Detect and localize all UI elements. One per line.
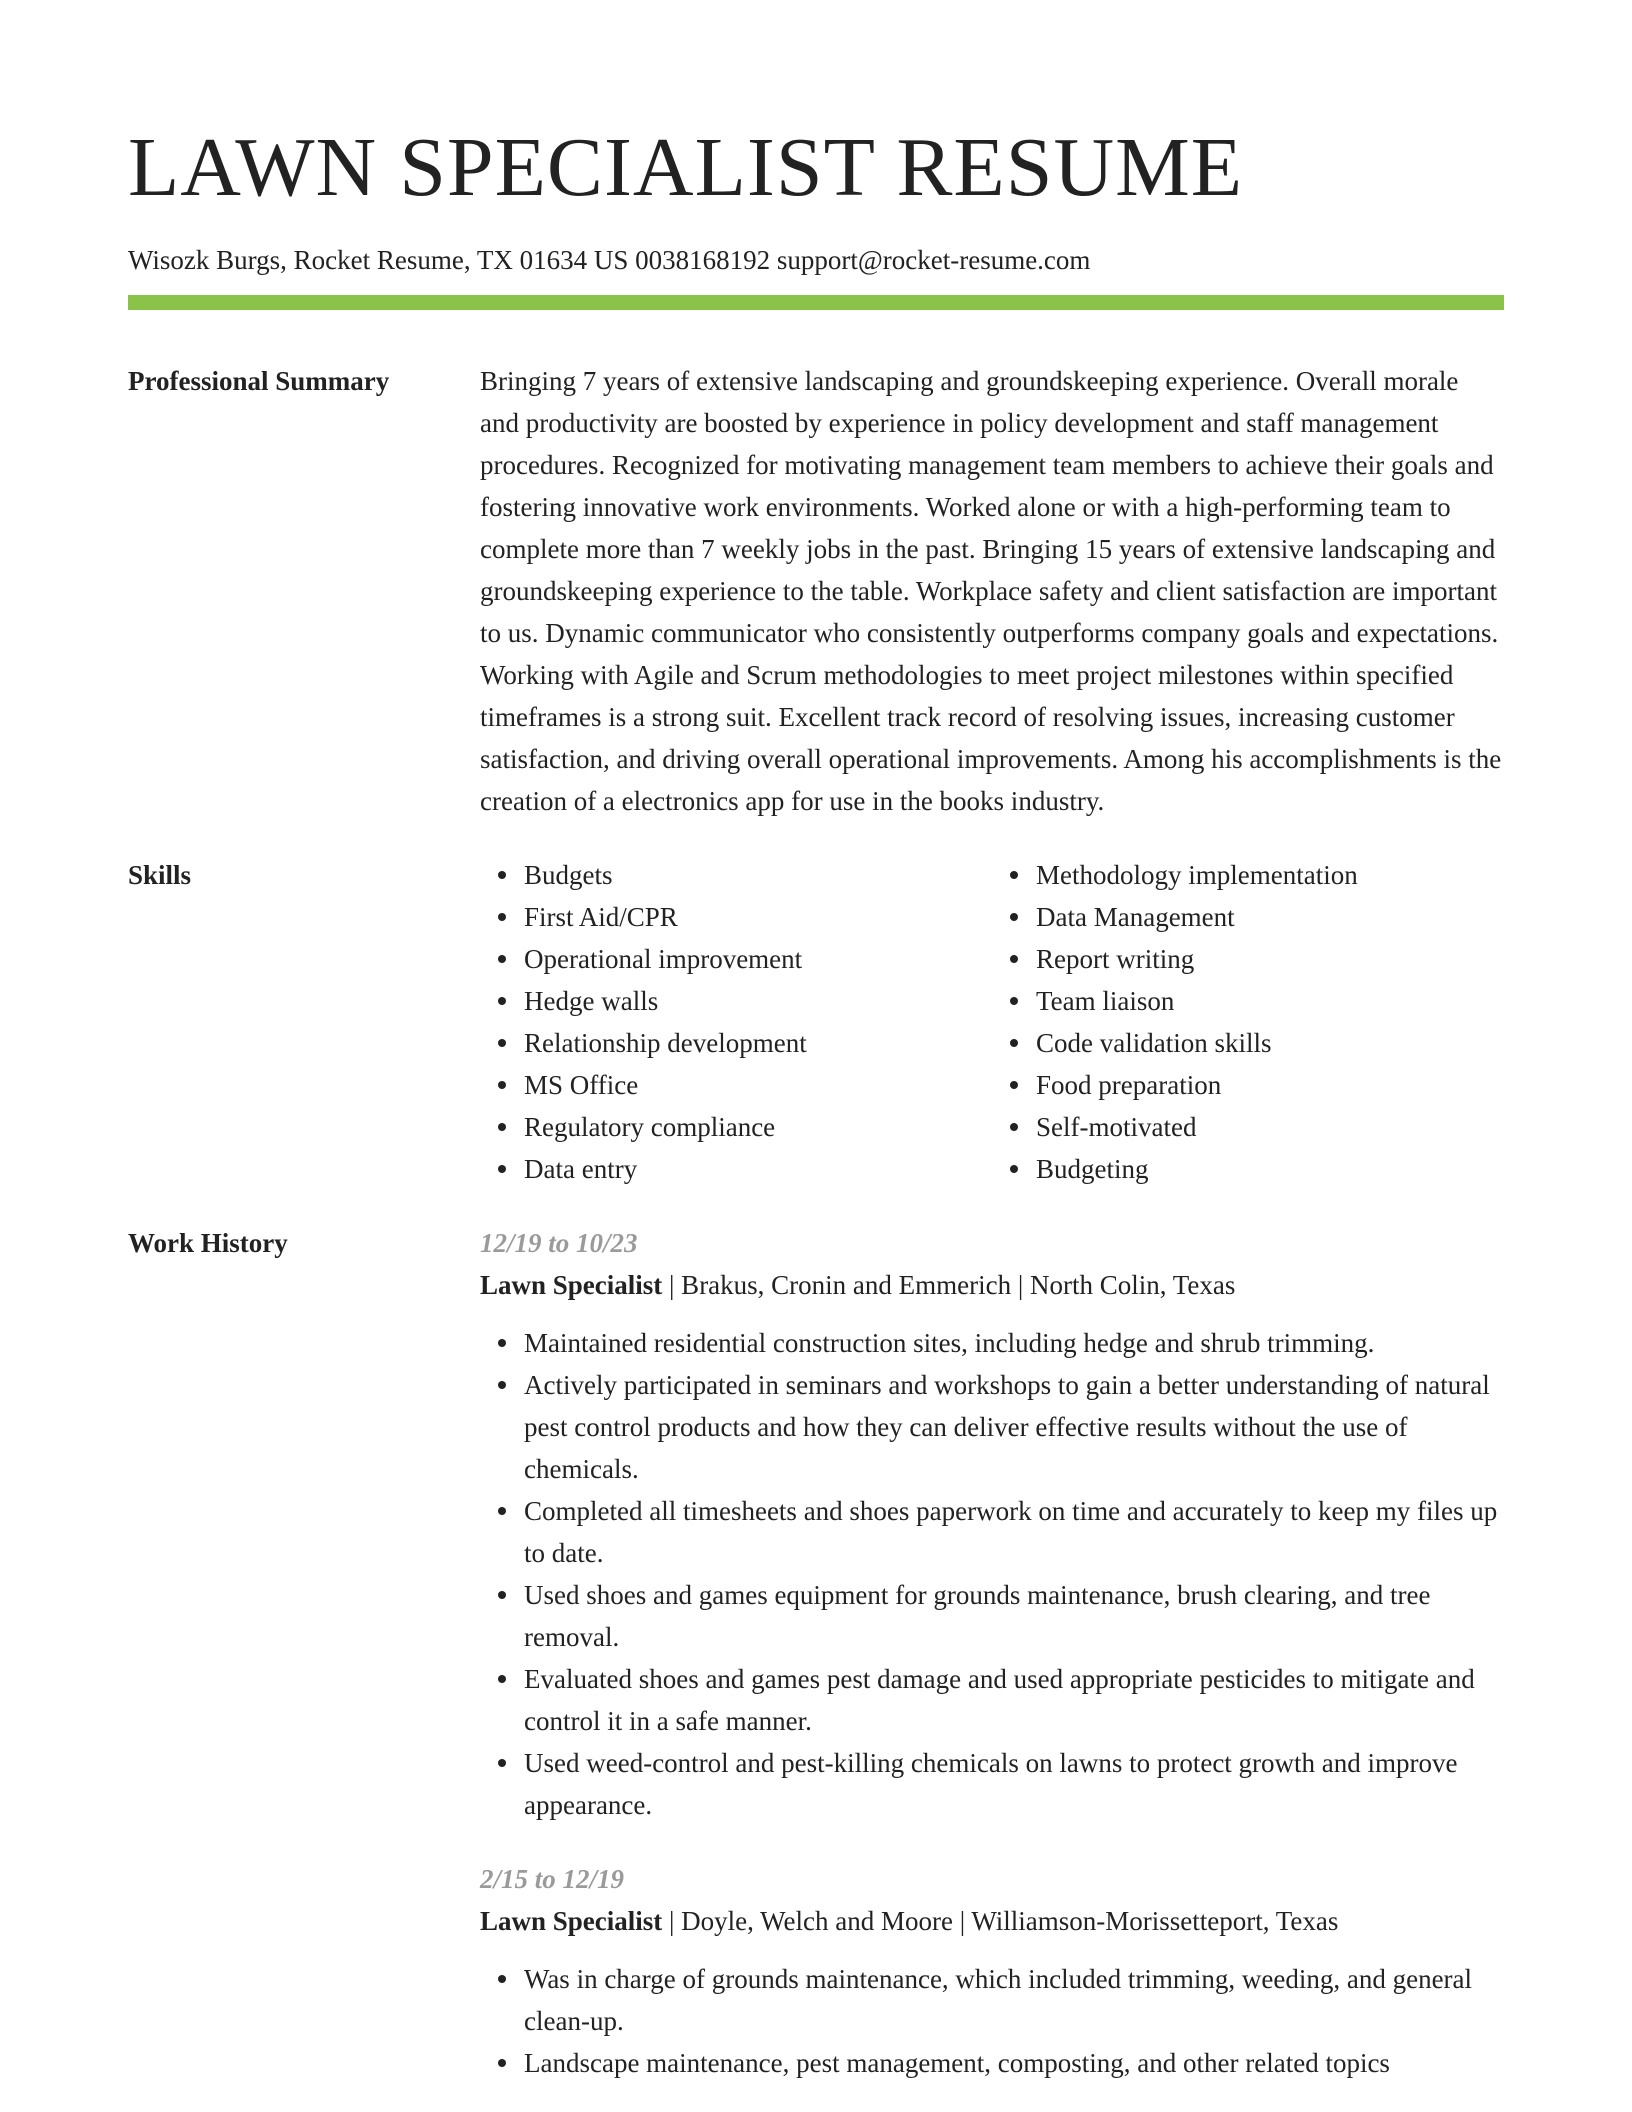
skill-item: Operational improvement	[524, 938, 992, 980]
summary-text: Bringing 7 years of extensive landscaping and groundskeeping experience. Overall morale and productivity are boosted by experience in policy development and staff management procedures. Recognized for motivating management team members to achieve their goals and fostering innovative work environments. Worked alone or with a high-performing team to complete more than 7 weekly jobs in the past. Bringing 15 years of extensive landscaping and groundskeeping experience to the table. Workplace safety and client satisfaction are important to us. Dynamic communicator who consistently outperforms company goals and expectations. Working with Agile and Scrum methodologies to meet project milestones within specified timeframes is a strong suit. Excellent track record of resolving issues, increasing customer satisfaction, and driving overall operational improvements. Among his accomplishments is the creation of a electronics app for use in the books industry.	[480, 366, 1502, 816]
job-bullet: Used shoes and games equipment for grounds maintenance, brush clearing, and tree removal.	[524, 1574, 1504, 1658]
job-bullet: Landscape maintenance, pest management, composting, and other related topics	[524, 2042, 1504, 2084]
skill-item: Self-motivated	[1036, 1106, 1504, 1148]
job-entry	[480, 1858, 1504, 2084]
skill-item: Regulatory compliance	[524, 1106, 992, 1148]
skill-item: Data entry	[524, 1148, 992, 1190]
skills-section	[128, 854, 1504, 1190]
skill-item: Hedge walls	[524, 980, 992, 1022]
skill-item: Data Management	[1036, 896, 1504, 938]
job-bullets	[480, 1958, 1504, 2084]
accent-divider	[128, 295, 1504, 310]
skill-item: Team liaison	[1036, 980, 1504, 1022]
job-heading	[480, 1264, 1504, 1306]
contact-info: Wisozk Burgs, Rocket Resume, TX 01634 US 0038168192 support@rocket-resume.com	[128, 245, 1091, 275]
resume-page	[128, 0, 1504, 2084]
job-bullet: Maintained residential construction sites, including hedge and shrub trimming.	[524, 1322, 1504, 1364]
work-history-body	[480, 1222, 1504, 2084]
job-bullet: Used weed-control and pest-killing chemicals on lawns to protect growth and improve appearance.	[524, 1742, 1504, 1826]
section-label-summary: Professional Summary	[128, 366, 390, 396]
skills-columns	[480, 854, 1504, 1190]
job-entry	[480, 1222, 1504, 1826]
skill-item: First Aid/CPR	[524, 896, 992, 938]
resume-title: LAWN SPECIALIST RESUME	[128, 121, 1244, 214]
skill-item: Report writing	[1036, 938, 1504, 980]
skill-item: Relationship development	[524, 1022, 992, 1064]
job-dates: 2/15 to 12/19	[480, 1864, 625, 1894]
job-heading	[480, 1900, 1504, 1942]
skill-item: Code validation skills	[1036, 1022, 1504, 1064]
section-label-skills: Skills	[128, 860, 192, 890]
skills-column-left	[480, 854, 992, 1190]
work-history-section	[128, 1222, 1504, 2084]
job-bullet: Completed all timesheets and shoes paperwork on time and accurately to keep my files up to date.	[524, 1490, 1504, 1574]
job-company-location: | Doyle, Welch and Moore | Williamson-Morissetteport, Texas	[662, 1906, 1339, 1936]
job-title: Lawn Specialist	[480, 1270, 663, 1300]
skill-item: Methodology implementation	[1036, 854, 1504, 896]
skill-item: Budgeting	[1036, 1148, 1504, 1190]
job-dates: 12/19 to 10/23	[480, 1228, 638, 1258]
skill-item: MS Office	[524, 1064, 992, 1106]
skill-item: Budgets	[524, 854, 992, 896]
skills-column-right	[992, 854, 1504, 1190]
job-bullet: Actively participated in seminars and workshops to gain a better understanding of natural pest control products and how they can deliver effective results without the use of chemicals.	[524, 1364, 1504, 1490]
job-bullet: Was in charge of grounds maintenance, which included trimming, weeding, and general clean-up.	[524, 1958, 1504, 2042]
summary-section	[128, 360, 1504, 822]
job-bullet: Evaluated shoes and games pest damage and used appropriate pesticides to mitigate and control it in a safe manner.	[524, 1658, 1504, 1742]
job-company-location: | Brakus, Cronin and Emmerich | North Colin, Texas	[662, 1270, 1236, 1300]
skill-item: Food preparation	[1036, 1064, 1504, 1106]
job-bullets	[480, 1322, 1504, 1826]
section-label-work-history: Work History	[128, 1228, 288, 1258]
job-title: Lawn Specialist	[480, 1906, 663, 1936]
